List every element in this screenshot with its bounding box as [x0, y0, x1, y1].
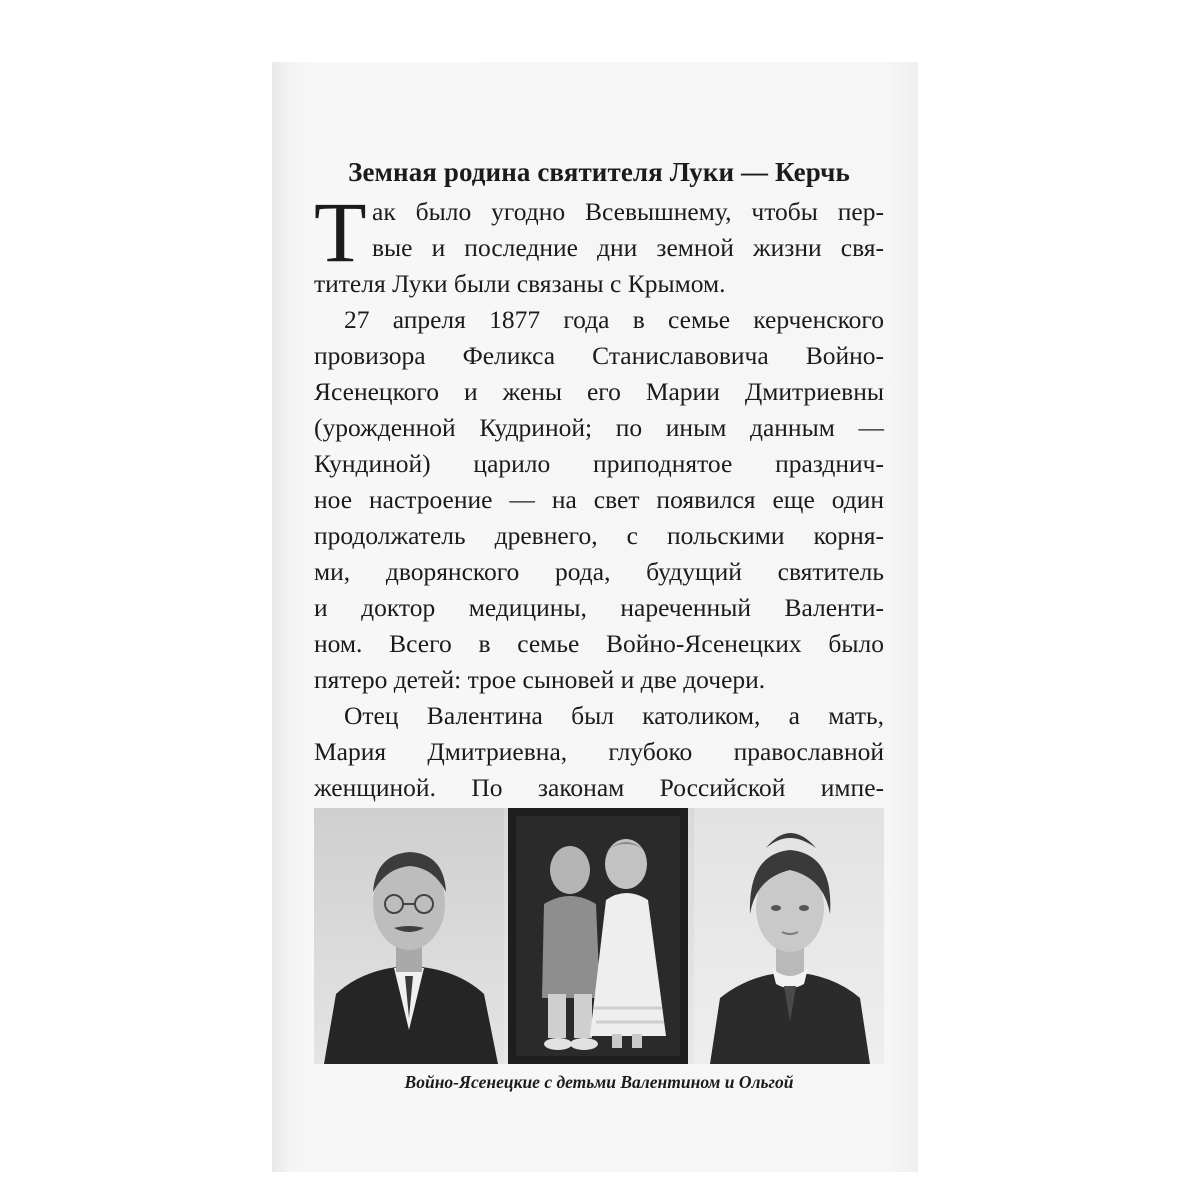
- book-page: [272, 62, 918, 1172]
- text-line: ак было угодно Всевышнему, чтобы пер-: [372, 197, 884, 226]
- children-photo: [508, 808, 688, 1064]
- text-line: ми, дворянского рода, будущий святитель: [314, 557, 884, 586]
- text-line: Мария Дмитриевна, глубоко православной: [314, 737, 884, 766]
- text-line: Отец Валентина был католиком, а мать,: [344, 701, 884, 730]
- text-line: Кундиной) царило приподнятое празднич-: [314, 449, 884, 478]
- text-line: тителя Луки были связаны с Крымом.: [314, 269, 726, 298]
- text-line: (урожденной Кудриной; по иным данным —: [314, 413, 884, 442]
- drop-cap: Т: [314, 184, 367, 280]
- text-line: вые и последние дни земной жизни свя-: [372, 233, 884, 262]
- text-line: Ясенецкого и жены его Марии Дмитриевны: [314, 377, 884, 406]
- mother-portrait: [694, 808, 884, 1064]
- family-photographs: [314, 808, 884, 1064]
- text-line: пятеро детей: трое сыновей и две дочери.: [314, 665, 766, 694]
- text-line: провизора Феликса Станиславовича Войно-: [314, 341, 884, 370]
- text-line: ном. Всего в семье Войно-Ясенецких было: [314, 629, 884, 658]
- photo-caption: Войно-Ясенецкие с детьми Валентином и Ольгой: [404, 1072, 794, 1092]
- text-line: продолжатель древнего, с польскими корня-: [314, 521, 884, 550]
- text-line: ное настроение — на свет появился еще один: [314, 485, 884, 514]
- chapter-title: Земная родина святителя Луки — Керчь: [348, 157, 850, 187]
- text-line: женщиной. По законам Российской импе-: [314, 773, 884, 802]
- text-line: и доктор медицины, нареченный Валенти-: [314, 593, 884, 622]
- father-portrait: [314, 808, 504, 1064]
- text-line: 27 апреля 1877 года в семье керченского: [344, 305, 884, 334]
